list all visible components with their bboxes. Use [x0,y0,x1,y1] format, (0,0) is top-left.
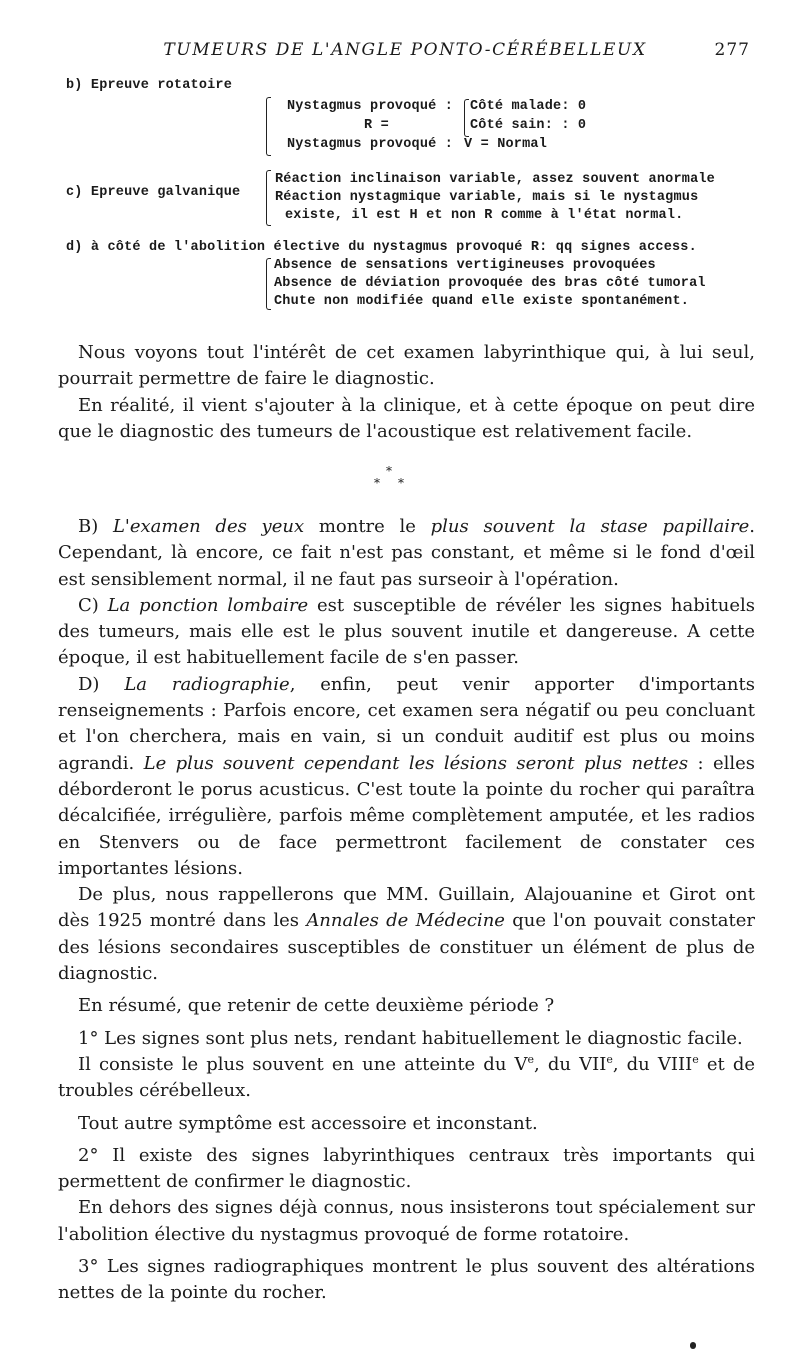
schema-c-line: existe, il est H et non R comme à l'état normal. [285,208,684,223]
schema-c-line: Réaction inclinaison variable, assez souvent anormale [275,172,715,187]
paragraph: 1° Les signes sont plus nets, rendant habituellement le diagnostic facile. [78,1027,743,1049]
section-title: La radiographie [124,673,290,695]
main-text [58,514,755,1307]
schema-b-result: Côté malade: 0 [470,99,587,114]
ink-mark [690,1342,696,1349]
paragraph: Il consiste le plus souvent en une atteinte du Ve, du VIIe, du VIIIe et de troubles cérébelleux. [58,1052,755,1102]
schema-b-result: V = Normal [464,137,548,152]
brace-c [266,170,271,226]
running-head [60,40,750,66]
schema-d-line: Chute non modifiée quand elle existe spontanément. [274,294,690,309]
paragraph-D: D) La radiographie, enfin, peut venir apporter d'importants renseignements : Parfois encore, cet examen sera négatif ou peu concluant et l'on cherchera, mais en vain, si un conduit auditif est plus ou moins agrandi. Le plus souvent cependant les lésions seront plus nettes : elles déborderont le porus acusticus. C'est toute la pointe du rocher qui paraîtra décalcifiée, irrégulière, parfois même complètement amputée, et les radios en Stenvers ou de face permettront facilement de constater ces importantes lésions. [58,673,756,879]
brace-d [266,258,271,310]
paragraph: Nous voyons tout l'intérêt de cet examen labyrinthique qui, à lui seul, pourrait permettre de faire le diagnostic. [58,342,755,390]
section-title: L'examen des yeux [112,516,305,537]
schema-b-label: b) Epreuve rotatoire [66,78,233,93]
brace-b [266,97,271,156]
paragraph-B: B) L'examen des yeux montre le plus souvent la stase papillaire. Cependant, là encore, ce fait n'est pas constant, et même si le fond d'œil est sensiblement normal, il ne faut pas surseoir à l'opération. [58,516,756,590]
paragraph: 2° Il existe des signes labyrinthiques centraux très importants qui permettent de confirmer le diagnostic. [58,1144,755,1193]
paragraph: Tout autre symptôme est accessoire et inconstant. [78,1112,538,1134]
section-title: La ponction lombaire [107,594,309,616]
schema-c-label: c) Epreuve galvanique [66,185,241,200]
schema-b-line: R = [364,118,389,133]
schema-b-line: Nystagmus provoqué : [287,99,454,114]
schema-b-line: Nystagmus provoqué : [287,137,454,152]
page-number: 277 [714,40,750,60]
running-title: TUMEURS DE L'ANGLE PONTO-CÉRÉBELLEUX [163,40,647,60]
paragraph: En réalité, il vient s'ajouter à la clinique, et à cette époque on peut dire que le diagnostic des tumeurs de l'acoustique est relativement facile. [58,394,755,442]
intro-text [58,340,755,445]
paragraph-C: C) La ponction lombaire est susceptible de révéler les signes habituels des tumeurs, mais elle est le plus souvent inutile et dangereuse. A cette époque, il est habituellement facile de s'en passer. [58,594,755,669]
schema-c-line: Réaction nystagmique variable, mais si le nystagmus [275,190,699,205]
paragraph: En résumé, que retenir de cette deuxième période ? [78,995,555,1017]
schema-d-heading: d) à côté de l'abolition élective du nystagmus provoqué R: qq signes access. [66,240,697,255]
schema-d-line: Absence de sensations vertigineuses provoquées [274,258,656,273]
schema-b-result: Côté sain: : 0 [470,118,587,133]
paragraph: 3° Les signes radiographiques montrent le plus souvent des altérations nettes de la pointe du rocher. [58,1256,755,1304]
emphasis: plus souvent la stase papillaire [430,516,750,537]
emphasis: Le plus souvent cependant les lésions seront plus nettes [143,752,689,774]
brace-b-results [464,99,469,137]
paragraph: En dehors des signes déjà connus, nous insisterons tout spécialement sur l'abolition élective du nystagmus provoqué de forme rotatoire. [58,1197,755,1245]
schema-d-line: Absence de déviation provoquée des bras côté tumoral [274,276,706,291]
paragraph: De plus, nous rappellerons que MM. Guillain, Alajouanine et Girot ont dès 1925 montré dans les Annales de Médecine que l'on pouvait constater des lésions secondaires susceptibles de constituer un élément de plus de diagnostic. [58,884,755,985]
journal-title: Annales de Médecine [306,910,505,932]
asterism: * * * [374,464,404,490]
